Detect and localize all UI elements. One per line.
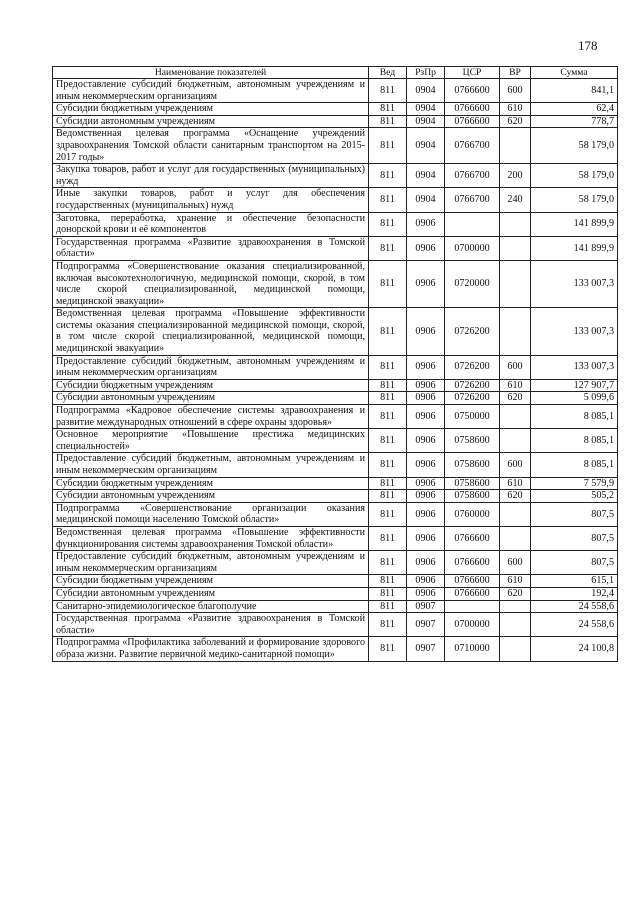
budget-table — [52, 66, 618, 662]
table-row — [53, 308, 618, 355]
row-vr-cell — [500, 600, 531, 613]
row-vr-cell: 240 — [500, 188, 531, 212]
row-vr-cell: 600 — [500, 355, 531, 379]
row-rzpr-cell: 0906 — [407, 490, 445, 503]
row-ved-cell: 811 — [369, 453, 407, 477]
row-csr-cell: 0710000 — [445, 637, 500, 661]
row-rzpr-cell: 0904 — [407, 103, 445, 116]
row-vr-cell: 620 — [500, 392, 531, 405]
row-sum-cell: 192,4 — [531, 587, 618, 600]
row-sum-cell: 141 899,9 — [531, 236, 618, 260]
row-csr-cell: 0766600 — [445, 575, 500, 588]
row-rzpr-cell: 0906 — [407, 575, 445, 588]
row-vr-cell — [500, 308, 531, 355]
row-csr-cell: 0726200 — [445, 392, 500, 405]
table-row — [53, 405, 618, 429]
row-name-cell: Субсидии бюджетным учреждениям — [53, 103, 369, 116]
row-rzpr-cell: 0906 — [407, 477, 445, 490]
row-name-cell: Субсидии бюджетным учреждениям — [53, 477, 369, 490]
row-csr-cell: 0766600 — [445, 115, 500, 128]
row-name-cell: Субсидии автономным учреждениям — [53, 587, 369, 600]
row-sum-cell: 133 007,3 — [531, 260, 618, 307]
table-row — [53, 551, 618, 575]
row-ved-cell: 811 — [369, 355, 407, 379]
table-row — [53, 392, 618, 405]
table-row — [53, 453, 618, 477]
row-vr-cell — [500, 260, 531, 307]
row-ved-cell: 811 — [369, 490, 407, 503]
row-vr-cell — [500, 526, 531, 550]
row-vr-cell: 200 — [500, 164, 531, 188]
row-ved-cell: 811 — [369, 212, 407, 236]
row-name-cell: Подпрограмма «Совершенствование организации оказания медицинской помощи населению Томской области» — [53, 502, 369, 526]
column-header-ved: Вед — [369, 67, 407, 79]
row-sum-cell: 505,2 — [531, 490, 618, 503]
table-header-row — [53, 67, 618, 79]
row-ved-cell: 811 — [369, 600, 407, 613]
row-vr-cell: 610 — [500, 379, 531, 392]
row-name-cell: Ведомственная целевая программа «Повышение эффективности системы оказания специализированной медицинской помощи, скорой, в том числе скорой специализированной, медицинской помощи, медицинской эвакуации» — [53, 308, 369, 355]
row-sum-cell: 7 579,9 — [531, 477, 618, 490]
row-name-cell: Основное мероприятие «Повышение престижа медицинских специальностей» — [53, 429, 369, 453]
table-row — [53, 236, 618, 260]
row-ved-cell: 811 — [369, 128, 407, 164]
table-row — [53, 575, 618, 588]
row-csr-cell: 0720000 — [445, 260, 500, 307]
row-sum-cell: 24 100,8 — [531, 637, 618, 661]
table-row — [53, 600, 618, 613]
table-row — [53, 429, 618, 453]
row-sum-cell: 807,5 — [531, 551, 618, 575]
row-rzpr-cell: 0906 — [407, 392, 445, 405]
row-name-cell: Иные закупки товаров, работ и услуг для обеспечения государственных (муниципальных) нужд — [53, 188, 369, 212]
row-name-cell: Ведомственная целевая программа «Повышение эффективности функционирования системы здравоохранения Томской области» — [53, 526, 369, 550]
row-name-cell: Предоставление субсидий бюджетным, автономным учреждениям и иным некоммерческим организациям — [53, 79, 369, 103]
row-name-cell: Санитарно-эпидемиологическое благополучие — [53, 600, 369, 613]
row-csr-cell: 0758600 — [445, 490, 500, 503]
row-name-cell: Закупка товаров, работ и услуг для государственных (муниципальных) нужд — [53, 164, 369, 188]
table-row — [53, 79, 618, 103]
row-ved-cell: 811 — [369, 236, 407, 260]
table-row — [53, 379, 618, 392]
row-rzpr-cell: 0906 — [407, 587, 445, 600]
row-ved-cell: 811 — [369, 260, 407, 307]
row-name-cell: Подпрограмма «Профилактика заболеваний и формирование здорового образа жизни. Развитие первичной медико-санитарной помощи» — [53, 637, 369, 661]
row-vr-cell — [500, 502, 531, 526]
row-rzpr-cell: 0904 — [407, 79, 445, 103]
row-vr-cell: 610 — [500, 103, 531, 116]
table-row — [53, 587, 618, 600]
row-sum-cell: 5 099,6 — [531, 392, 618, 405]
row-rzpr-cell: 0904 — [407, 164, 445, 188]
row-sum-cell: 62,4 — [531, 103, 618, 116]
row-ved-cell: 811 — [369, 392, 407, 405]
row-name-cell: Субсидии бюджетным учреждениям — [53, 379, 369, 392]
row-csr-cell: 0766700 — [445, 164, 500, 188]
table-row — [53, 613, 618, 637]
table-row — [53, 502, 618, 526]
row-vr-cell: 600 — [500, 453, 531, 477]
row-csr-cell: 0758600 — [445, 453, 500, 477]
row-sum-cell: 778,7 — [531, 115, 618, 128]
row-ved-cell: 811 — [369, 613, 407, 637]
table-row — [53, 637, 618, 661]
row-rzpr-cell: 0906 — [407, 355, 445, 379]
row-rzpr-cell: 0906 — [407, 236, 445, 260]
row-rzpr-cell: 0907 — [407, 600, 445, 613]
row-ved-cell: 811 — [369, 429, 407, 453]
table-row — [53, 115, 618, 128]
row-vr-cell: 600 — [500, 79, 531, 103]
row-rzpr-cell: 0906 — [407, 453, 445, 477]
row-sum-cell: 58 179,0 — [531, 128, 618, 164]
row-ved-cell: 811 — [369, 637, 407, 661]
row-ved-cell: 811 — [369, 575, 407, 588]
row-csr-cell — [445, 600, 500, 613]
row-sum-cell: 807,5 — [531, 526, 618, 550]
row-csr-cell — [445, 212, 500, 236]
table-row — [53, 103, 618, 116]
row-sum-cell: 8 085,1 — [531, 453, 618, 477]
row-csr-cell: 0750000 — [445, 405, 500, 429]
row-csr-cell: 0726200 — [445, 308, 500, 355]
table-row — [53, 128, 618, 164]
row-vr-cell — [500, 212, 531, 236]
row-ved-cell: 811 — [369, 502, 407, 526]
column-header-name: Наименование показателей — [53, 67, 369, 79]
row-sum-cell: 841,1 — [531, 79, 618, 103]
row-ved-cell: 811 — [369, 379, 407, 392]
row-sum-cell: 24 558,6 — [531, 613, 618, 637]
row-rzpr-cell: 0906 — [407, 308, 445, 355]
row-sum-cell: 807,5 — [531, 502, 618, 526]
row-csr-cell: 0766600 — [445, 103, 500, 116]
row-csr-cell: 0766700 — [445, 128, 500, 164]
row-ved-cell: 811 — [369, 164, 407, 188]
row-rzpr-cell: 0906 — [407, 260, 445, 307]
table-row — [53, 477, 618, 490]
row-name-cell: Субсидии автономным учреждениям — [53, 490, 369, 503]
row-csr-cell: 0726200 — [445, 379, 500, 392]
row-sum-cell: 8 085,1 — [531, 405, 618, 429]
row-sum-cell: 8 085,1 — [531, 429, 618, 453]
table-row — [53, 212, 618, 236]
row-rzpr-cell: 0904 — [407, 115, 445, 128]
row-sum-cell: 133 007,3 — [531, 308, 618, 355]
row-vr-cell: 620 — [500, 115, 531, 128]
row-ved-cell: 811 — [369, 79, 407, 103]
row-csr-cell: 0726200 — [445, 355, 500, 379]
row-vr-cell — [500, 429, 531, 453]
row-name-cell: Предоставление субсидий бюджетным, автономным учреждениям и иным некоммерческим организациям — [53, 551, 369, 575]
row-name-cell: Ведомственная целевая программа «Оснащение учреждений здравоохранения Томской области санитарным транспортом на 2015-2017 годы» — [53, 128, 369, 164]
row-csr-cell: 0766600 — [445, 551, 500, 575]
row-sum-cell: 133 007,3 — [531, 355, 618, 379]
row-sum-cell: 24 558,6 — [531, 600, 618, 613]
row-name-cell: Подпрограмма «Кадровое обеспечение системы здравоохранения и развитие международных отношений в сфере охраны здоровья» — [53, 405, 369, 429]
row-name-cell: Субсидии бюджетным учреждениям — [53, 575, 369, 588]
row-ved-cell: 811 — [369, 115, 407, 128]
row-vr-cell — [500, 405, 531, 429]
row-ved-cell: 811 — [369, 103, 407, 116]
row-name-cell: Субсидии автономным учреждениям — [53, 392, 369, 405]
row-rzpr-cell: 0906 — [407, 212, 445, 236]
row-ved-cell: 811 — [369, 308, 407, 355]
row-rzpr-cell: 0906 — [407, 379, 445, 392]
row-vr-cell: 620 — [500, 587, 531, 600]
row-vr-cell: 600 — [500, 551, 531, 575]
row-rzpr-cell: 0906 — [407, 405, 445, 429]
page-number: 178 — [578, 38, 598, 53]
row-csr-cell: 0766700 — [445, 188, 500, 212]
row-csr-cell: 0766600 — [445, 587, 500, 600]
row-rzpr-cell: 0906 — [407, 551, 445, 575]
row-sum-cell: 127 907,7 — [531, 379, 618, 392]
row-sum-cell: 58 179,0 — [531, 188, 618, 212]
table-row — [53, 490, 618, 503]
row-csr-cell: 0758600 — [445, 477, 500, 490]
row-vr-cell — [500, 128, 531, 164]
table-row — [53, 526, 618, 550]
row-ved-cell: 811 — [369, 551, 407, 575]
table-row — [53, 260, 618, 307]
row-vr-cell: 610 — [500, 575, 531, 588]
table-row — [53, 188, 618, 212]
row-rzpr-cell: 0906 — [407, 526, 445, 550]
row-sum-cell: 141 899,9 — [531, 212, 618, 236]
row-name-cell: Подпрограмма «Совершенствование оказания специализированной, включая высокотехнологичную, медицинской помощи, скорой, в том числе скорой специализированной, медицинской помощи, медицинской эвакуации» — [53, 260, 369, 307]
row-name-cell: Государственная программа «Развитие здравоохранения в Томской области» — [53, 613, 369, 637]
row-csr-cell: 0766600 — [445, 79, 500, 103]
table-row — [53, 355, 618, 379]
column-header-vr: ВР — [500, 67, 531, 79]
row-ved-cell: 811 — [369, 477, 407, 490]
row-csr-cell: 0700000 — [445, 613, 500, 637]
row-vr-cell — [500, 613, 531, 637]
row-rzpr-cell: 0906 — [407, 502, 445, 526]
row-name-cell: Субсидии автономным учреждениям — [53, 115, 369, 128]
row-csr-cell: 0700000 — [445, 236, 500, 260]
row-ved-cell: 811 — [369, 526, 407, 550]
row-rzpr-cell: 0907 — [407, 613, 445, 637]
row-vr-cell: 620 — [500, 490, 531, 503]
row-name-cell: Государственная программа «Развитие здравоохранения в Томской области» — [53, 236, 369, 260]
row-name-cell: Предоставление субсидий бюджетным, автономным учреждениям и иным некоммерческим организациям — [53, 355, 369, 379]
row-rzpr-cell: 0904 — [407, 188, 445, 212]
row-rzpr-cell: 0906 — [407, 429, 445, 453]
table-row — [53, 164, 618, 188]
column-header-sum: Сумма — [531, 67, 618, 79]
row-rzpr-cell: 0907 — [407, 637, 445, 661]
row-ved-cell: 811 — [369, 587, 407, 600]
row-csr-cell: 0766600 — [445, 526, 500, 550]
row-name-cell: Предоставление субсидий бюджетным, автономным учреждениям и иным некоммерческим организациям — [53, 453, 369, 477]
column-header-csr: ЦСР — [445, 67, 500, 79]
row-csr-cell: 0760000 — [445, 502, 500, 526]
row-vr-cell: 610 — [500, 477, 531, 490]
row-rzpr-cell: 0904 — [407, 128, 445, 164]
row-vr-cell — [500, 236, 531, 260]
row-ved-cell: 811 — [369, 405, 407, 429]
row-csr-cell: 0758600 — [445, 429, 500, 453]
column-header-rzpr: РзПр — [407, 67, 445, 79]
row-ved-cell: 811 — [369, 188, 407, 212]
row-sum-cell: 615,1 — [531, 575, 618, 588]
row-vr-cell — [500, 637, 531, 661]
row-sum-cell: 58 179,0 — [531, 164, 618, 188]
row-name-cell: Заготовка, переработка, хранение и обеспечение безопасности донорской крови и её компонентов — [53, 212, 369, 236]
